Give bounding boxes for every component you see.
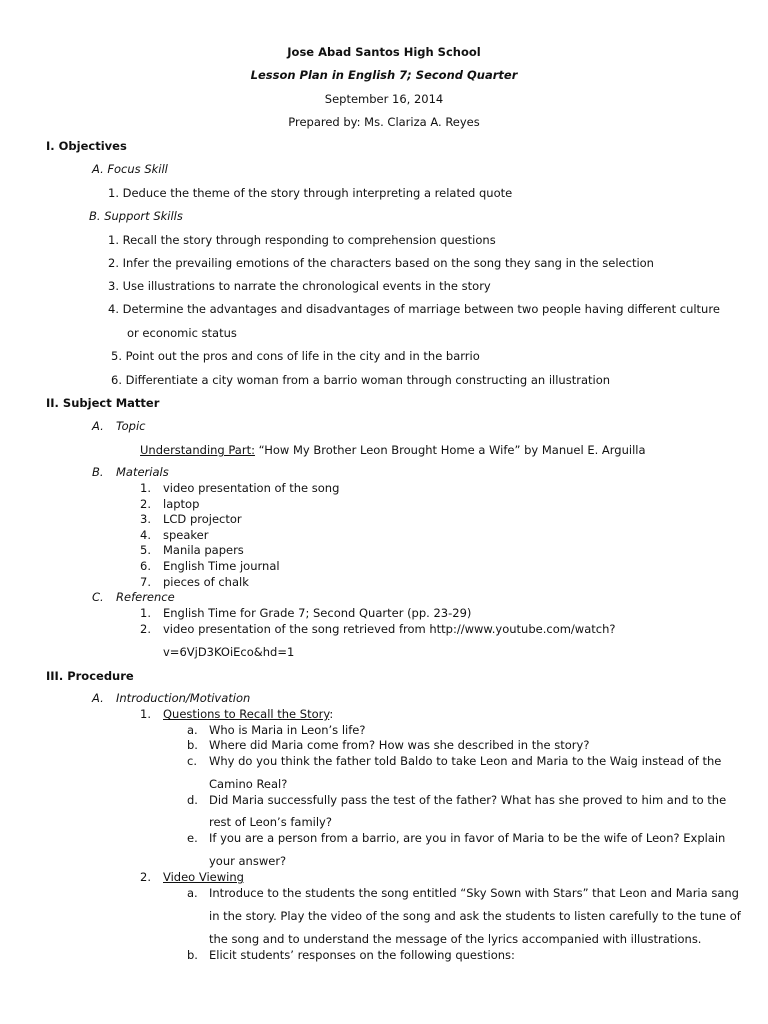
reference-label: Reference	[116, 590, 175, 604]
lesson-date: September 16, 2014	[324, 92, 444, 106]
support-skill-item: 3. Use illustrations to narrate the chronological events in the story	[108, 279, 491, 293]
activity-text-continuation: in the story. Play the video of the song and ask the students to listen carefully to the tune of	[209, 909, 741, 923]
question-marker: b.	[187, 738, 198, 752]
step-number: 1.	[140, 707, 151, 721]
material-item: video presentation of the song	[163, 481, 340, 495]
material-number: 2.	[140, 497, 151, 511]
lesson-plan-title: Lesson Plan in English 7; Second Quarter	[250, 68, 518, 82]
materials-marker: B.	[92, 465, 104, 479]
question-text: Who is Maria in Leon’s life?	[209, 723, 366, 737]
focus-skill-label: A. Focus Skill	[92, 162, 168, 176]
step-number: 2.	[140, 870, 151, 884]
introduction-label: Introduction/Motivation	[116, 691, 251, 705]
support-skill-item: 5. Point out the pros and cons of life in the city and in the barrio	[111, 349, 480, 363]
video-viewing-label: Video Viewing	[163, 870, 244, 884]
material-item: pieces of chalk	[163, 575, 249, 589]
introduction-marker: A.	[92, 691, 104, 705]
support-skills-label: B. Support Skills	[89, 209, 183, 223]
reference-number: 1.	[140, 606, 151, 620]
reference-marker: C.	[92, 590, 104, 604]
question-text-continuation: rest of Leon’s family?	[209, 815, 332, 829]
question-text: Where did Maria come from? How was she described in the story?	[209, 738, 590, 752]
material-number: 7.	[140, 575, 151, 589]
prepared-by: Prepared by: Ms. Clariza A. Reyes	[288, 115, 480, 129]
material-item: speaker	[163, 528, 209, 542]
material-number: 5.	[140, 543, 151, 557]
materials-label: Materials	[116, 465, 169, 479]
reference-url-continuation: v=6VjD3KOiEco&hd=1	[163, 645, 295, 659]
reference-item: video presentation of the song retrieved from http://www.youtube.com/watch?	[163, 622, 616, 636]
question-marker: e.	[187, 831, 198, 845]
support-skill-item: 4. Determine the advantages and disadvantages of marriage between two people having different culture	[108, 302, 720, 316]
topic-text: Understanding Part: “How My Brother Leon Brought Home a Wife” by Manuel E. Arguilla	[140, 443, 646, 457]
material-number: 6.	[140, 559, 151, 573]
reference-number: 2.	[140, 622, 151, 636]
activity-text-continuation: the song and to understand the message of the lyrics accompanied with illustrations.	[209, 932, 702, 946]
material-number: 1.	[140, 481, 151, 495]
question-text: If you are a person from a barrio, are you in favor of Maria to be the wife of Leon? Explain	[209, 831, 726, 845]
question-marker: d.	[187, 793, 198, 807]
objectives-heading: I. Objectives	[46, 139, 127, 153]
material-item: laptop	[163, 497, 200, 511]
material-item: English Time journal	[163, 559, 280, 573]
understanding-part-label: Understanding Part:	[140, 443, 255, 457]
material-item: Manila papers	[163, 543, 244, 557]
question-text: Did Maria successfully pass the test of the father? What has she proved to him and to the	[209, 793, 727, 807]
topic-marker: A.	[92, 419, 104, 433]
support-skill-item: 1. Recall the story through responding to comprehension questions	[108, 233, 496, 247]
question-marker: c.	[187, 754, 197, 768]
activity-text: Introduce to the students the song entitled “Sky Sown with Stars” that Leon and Maria sang	[209, 886, 739, 900]
activity-text: Elicit students’ responses on the following questions:	[209, 948, 515, 962]
question-text-continuation: Camino Real?	[209, 777, 288, 791]
step-label: Questions to Recall the Story:	[163, 707, 334, 721]
question-text-continuation: your answer?	[209, 854, 287, 868]
activity-marker: b.	[187, 948, 198, 962]
support-skill-item: 2. Infer the prevailing emotions of the characters based on the song they sang in the selection	[108, 256, 654, 270]
procedure-heading: III. Procedure	[46, 669, 134, 683]
focus-skill-item: 1. Deduce the theme of the story through interpreting a related quote	[108, 186, 513, 200]
material-item: LCD projector	[163, 512, 242, 526]
reference-item: English Time for Grade 7; Second Quarter (pp. 23-29)	[163, 606, 472, 620]
support-skill-item-continuation: or economic status	[127, 326, 237, 340]
activity-marker: a.	[187, 886, 198, 900]
topic-label: Topic	[116, 419, 146, 433]
material-number: 4.	[140, 528, 151, 542]
question-text: Why do you think the father told Baldo to take Leon and Maria to the Waig instead of the	[209, 754, 722, 768]
question-marker: a.	[187, 723, 198, 737]
support-skill-item: 6. Differentiate a city woman from a barrio woman through constructing an illustration	[111, 373, 611, 387]
school-name: Jose Abad Santos High School	[287, 45, 481, 59]
subject-matter-heading: II. Subject Matter	[46, 396, 160, 410]
material-number: 3.	[140, 512, 151, 526]
